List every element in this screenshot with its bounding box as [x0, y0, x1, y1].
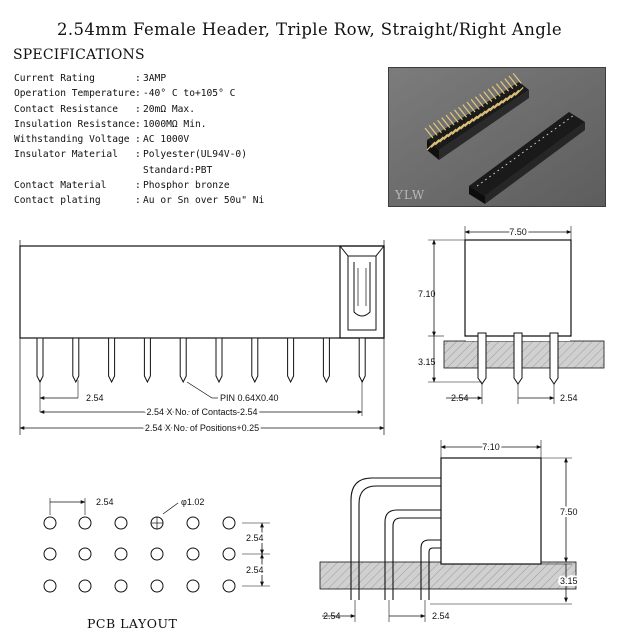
pin-leader — [187, 382, 212, 398]
pcb-row-pitch-label-2: 2.54 — [246, 565, 264, 575]
spec-value: Polyester(UL94V-0) — [143, 149, 247, 161]
pcb-layout — [44, 498, 270, 592]
spec-value: Au or Sn over 50u" Ni — [143, 195, 265, 207]
pcb-hole — [79, 548, 91, 560]
pin-size-label: PIN 0.64X0.40 — [220, 393, 279, 403]
spec-colon: : — [135, 149, 141, 161]
spec-label: Insulation Resistance — [14, 118, 136, 130]
spec-value: -40° C to+105° C — [143, 88, 236, 100]
front-end-section — [340, 246, 384, 338]
pcb-hole — [223, 517, 235, 529]
front-body — [20, 246, 384, 338]
front-pin — [109, 338, 115, 382]
side-view-right-angle — [320, 440, 576, 622]
front-pin — [359, 338, 365, 382]
spec-label: Current Rating — [14, 73, 95, 84]
pcb-hole — [223, 548, 235, 560]
side-view-straight — [428, 226, 604, 404]
front-pin — [144, 338, 150, 382]
front-cavity — [348, 256, 376, 330]
pcb-row-pitch-label-1: 2.54 — [246, 533, 264, 543]
ra-tail-label: 3.15 — [560, 576, 578, 586]
straight-pin — [478, 333, 486, 384]
pcb-hole — [115, 517, 127, 529]
spec-value: AC 1000V — [143, 134, 190, 146]
photo-watermark: YLW — [395, 188, 426, 202]
pcb-hole — [115, 580, 127, 592]
pitch-dimension-label: 2.54 — [86, 393, 104, 403]
front-pin — [252, 338, 258, 382]
front-contact-spring — [354, 262, 370, 316]
ra-pitch-left-label: 2.54 — [323, 611, 341, 621]
pcb-hole — [79, 580, 91, 592]
pcb-hole — [187, 548, 199, 560]
front-pin — [180, 338, 186, 382]
front-pin — [216, 338, 222, 382]
ra-width-label: 7.10 — [482, 442, 500, 452]
spec-label: Contact Material — [14, 180, 107, 192]
spec-label: Insulator Material — [14, 149, 118, 161]
spec-value: 1000MΩ Min. — [143, 118, 207, 130]
spec-colon: : — [135, 195, 141, 207]
straight-height-label: 7.10 — [418, 289, 436, 299]
spec-value: 20mΩ Max. — [143, 103, 195, 115]
positions-length-label: 2.54 X No. of Positions+0.25 — [144, 423, 260, 433]
contacts-length-label: 2.54 X No. of Contacts-2.54 — [146, 407, 258, 417]
ra-body — [441, 458, 541, 564]
spec-label: Contact Resistance — [14, 103, 118, 115]
pcb-hole — [79, 517, 91, 529]
spec-colon: : — [135, 180, 141, 192]
straight-pitch-right-label: 2.54 — [560, 393, 578, 403]
front-pin — [323, 338, 329, 382]
pcb-hole — [223, 580, 235, 592]
front-pin — [37, 338, 43, 382]
spec-value: Phosphor bronze — [143, 180, 230, 192]
front-chamfer-right — [376, 246, 384, 256]
pcb-hole — [115, 548, 127, 560]
front-pin — [288, 338, 294, 382]
pcb-hole-label: φ1.02 — [181, 497, 205, 507]
pcb-holes — [44, 517, 235, 592]
pcb-hole-leader — [163, 503, 178, 514]
ra-height-label: 7.50 — [560, 507, 578, 517]
pcb-pitch-label: 2.54 — [96, 497, 114, 507]
spec-value: Standard:PBT — [143, 164, 213, 176]
spec-colon: : — [135, 118, 141, 130]
pcb-hole — [151, 580, 163, 592]
pcb-hole — [44, 517, 56, 529]
ra-pcb-section — [320, 562, 576, 589]
pcb-hole — [187, 580, 199, 592]
pcb-hole — [151, 548, 163, 560]
spec-label: Contact plating — [14, 195, 101, 207]
front-contact-detail — [358, 268, 366, 306]
straight-body — [465, 240, 571, 336]
front-pin — [73, 338, 79, 382]
spec-label: Operation Temperature — [14, 88, 136, 100]
pcb-hole — [44, 548, 56, 560]
straight-width-label: 7.50 — [509, 227, 527, 237]
straight-pitch-left-label: 2.54 — [451, 393, 469, 403]
straight-tail-label: 3.15 — [418, 357, 436, 367]
page-title: 2.54mm Female Header, Triple Row, Straight/Right Angle — [56, 20, 563, 39]
spec-value: 3AMP — [143, 73, 167, 84]
front-view — [20, 240, 384, 435]
front-pins — [37, 338, 365, 382]
ra-pitch-right-label: 2.54 — [432, 611, 450, 621]
specifications-heading: SPECIFICATIONS — [13, 47, 145, 63]
front-chamfer-left — [340, 246, 348, 256]
straight-pin — [550, 333, 558, 384]
spec-colon: : — [135, 134, 141, 146]
spec-colon: : — [135, 88, 141, 100]
spec-colon: : — [135, 73, 141, 84]
straight-pcb-section — [444, 341, 604, 368]
pcb-hole — [187, 517, 199, 529]
spec-label: Withstanding Voltage — [14, 134, 130, 146]
pcb-hole — [44, 580, 56, 592]
spec-colon: : — [135, 103, 141, 115]
straight-pin — [514, 333, 522, 384]
pcb-layout-label: PCB LAYOUT — [87, 616, 178, 631]
